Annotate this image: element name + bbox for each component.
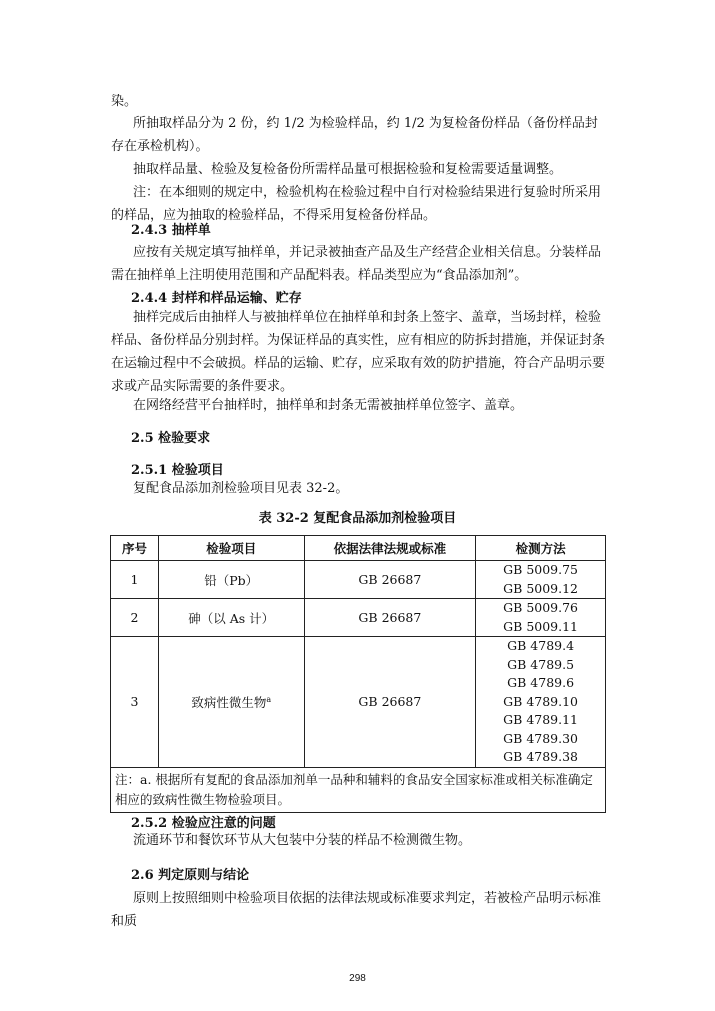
paragraph-sampling-form: 应按有关规定填写抽样单，并记录被抽查产品及生产经营企业相关信息。分装样品需在抽样单上注明使用范围和产品配料表。样品类型应为“食品添加剂”。 (111, 245, 602, 283)
row-basis: GB 26687 (304, 637, 476, 768)
paragraph-test-items-ref: 复配食品添加剂检验项目见表 32-2。 (133, 481, 349, 496)
table-note: 注：a. 根据所有复配的食品添加剂单一品种和辅料的食品安全国家标准或相关标准确定相应的致病性微生物检验项目。 (111, 767, 606, 812)
item-label: 致病性微生物 (191, 694, 267, 710)
paragraph-microbe-exclusion: 流通环节和餐饮环节从大包装中分装的样品不检测微生物。 (133, 833, 472, 848)
row-item: 铅（Pb） (158, 561, 304, 599)
paragraph-sample-quantity: 抽取样品量、检验及复检备份所需样品量可根据检验和复检需要适量调整。 (133, 162, 563, 177)
method-code: GB 5009.11 (503, 618, 579, 634)
heading-2-6: 2.6 判定原则与结论 (131, 868, 250, 883)
method-code: GB 4789.11 (503, 712, 579, 727)
header-item: 检验项目 (158, 536, 304, 561)
row-item (158, 637, 304, 768)
table-caption: 表 32-2 复配食品添加剂检验项目 (258, 511, 457, 526)
method-code: GB 4789.5 (507, 656, 575, 672)
row-methods (476, 561, 606, 599)
header-no: 序号 (111, 536, 159, 561)
heading-2-5: 2.5 检验要求 (131, 431, 211, 446)
method-code: GB 4789.4 (507, 638, 575, 653)
method-code: GB 4789.30 (503, 730, 579, 746)
paragraph-sample-split: 所抽取样品分为 2 份，约 1/2 为检验样品，约 1/2 为复检备份样品（备份样品封存在承检机构）。 (111, 116, 598, 154)
row-basis: GB 26687 (304, 599, 476, 637)
heading-2-4-4: 2.4.4 封样和样品运输、贮存 (131, 291, 302, 306)
footnote-marker: a (266, 694, 272, 704)
paragraph-judgement-principle: 原则上按照细则中检验项目依据的法律法规或标准要求判定，若被检产品明示标准和质 (111, 891, 602, 929)
paragraph-sealing-transport: 抽样完成后由抽样人与被抽样单位在抽样单和封条上签字、盖章，当场封样，检验样品、备份样品分别封样。为保证样品的真实性，应有相应的防拆封措施，并保证封条在运输过程中不会破损。样品的运输、贮存，应采取有效的防护措施，符合产品明示要求或产品实际需要的条件要求。 (111, 310, 606, 394)
row-no: 3 (111, 637, 159, 768)
method-code: GB 4789.38 (503, 749, 579, 764)
paragraph-online-sampling: 在网络经营平台抽样时，抽样单和封条无需被抽样单位签字、盖章。 (133, 398, 524, 413)
method-code: GB 5009.76 (503, 600, 579, 615)
page-number: 298 (349, 973, 366, 984)
table-row (111, 637, 606, 768)
table-header-row (111, 536, 606, 561)
row-no: 2 (111, 599, 159, 637)
heading-2-4-3: 2.4.3 抽样单 (131, 223, 211, 238)
method-code: GB 4789.10 (503, 693, 579, 709)
paragraph-continuation: 染。 (111, 94, 138, 109)
row-basis: GB 26687 (304, 561, 476, 599)
method-code: GB 5009.12 (503, 580, 579, 596)
table-row (111, 561, 606, 599)
method-code: GB 5009.75 (503, 562, 579, 577)
row-item: 砷（以 As 计） (158, 599, 304, 637)
heading-2-5-1: 2.5.1 检验项目 (131, 463, 224, 478)
method-code: GB 4789.6 (507, 675, 575, 690)
table-note-row (111, 767, 606, 812)
row-methods (476, 637, 606, 768)
header-basis: 依据法律法规或标准 (304, 536, 476, 561)
table-row (111, 599, 606, 637)
row-no: 1 (111, 561, 159, 599)
test-items-table (110, 535, 606, 813)
row-methods (476, 599, 606, 637)
header-method: 检测方法 (476, 536, 606, 561)
heading-2-5-2: 2.5.2 检验应注意的问题 (131, 816, 276, 831)
paragraph-note-recheck: 注：在本细则的规定中，检验机构在检验过程中自行对检验结果进行复验时所采用的样品，应为抽取的检验样品，不得采用复检备份样品。 (111, 185, 602, 223)
